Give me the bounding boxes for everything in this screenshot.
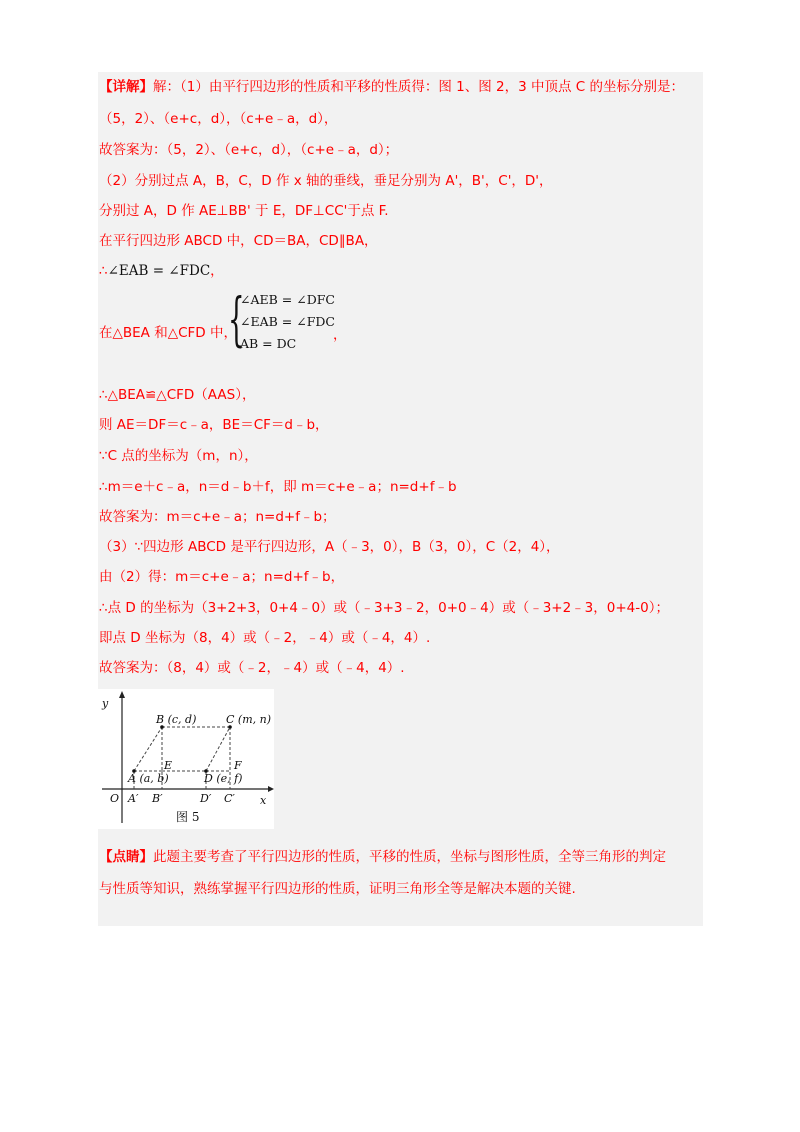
figure-caption: 图 5 [176,810,200,824]
line-13: 故答案为：m＝c+e﹣a；n=d+f﹣b； [99,509,336,525]
line-18: 故答案为：（8，4）或（﹣2，﹣4）或（﹣4，4）. [99,660,405,676]
line-15: 由（2）得：m＝c+e﹣a；n=d+f﹣b， [99,569,345,585]
line-8: 在△BEA 和△CFD 中， [99,325,237,341]
line-2: （5，2）、（e+c，d），（c+e﹣a，d）， [99,111,338,127]
y-axis-label: y [102,697,109,710]
line-17: 即点 D 坐标为（8，4）或（﹣2，﹣4）或（﹣4，4）. [99,630,431,646]
x-axis-arrow [268,786,274,792]
line-12: ∴m＝e＋c﹣a，n＝d﹣b＋f，即 m＝c+e﹣a；n=d+f﹣b [99,479,457,495]
line-8-suffix: ， [333,327,347,343]
x-axis-label: x [260,794,267,807]
equation-system [228,285,338,354]
line-16: ∴点 D 的坐标为（3+2+3，0+4﹣0）或（﹣3+3﹣2，0+0﹣4）或（﹣3+2﹣3，0+4-0）； [99,600,669,616]
label-B: B (c, d) [156,713,197,726]
label-F: F [234,759,242,772]
line-14: （3）∵四边形 ABCD 是平行四边形，A（﹣3，0），B（3，0），C（2，4）， [99,539,560,555]
line-9: ∴△BEA≌△CFD（AAS）， [99,387,256,403]
line-7: ∴∠EAB = ∠FDC， [99,263,224,279]
line-3: 故答案为：（5，2）、（e+c，d），（c+e﹣a，d）； [99,142,399,158]
label-A: A (a, b) [128,772,169,785]
line-1: 【详解】解：（1）由平行四边形的性质和平移的性质得：图 1、图 2，3 中顶点 C 的坐标分别是： [99,79,684,95]
line-19: 【点睛】此题主要考查了平行四边形的性质，平移的性质，坐标与图形性质，全等三角形的判定 [99,849,666,865]
system-row-1: ∠AEB = ∠DFC [240,292,335,307]
line-6: 在平行四边形 ABCD 中，CD＝BA，CD∥BA， [99,233,378,249]
system-row-2: ∠EAB = ∠FDC [240,314,335,329]
comment-tag: 【点睛】 [99,849,153,865]
label-A-foot: A′ [128,792,139,805]
label-E: E [164,759,173,772]
y-axis-arrow [119,691,125,698]
points [132,725,232,773]
detail-tag: 【详解】 [99,79,153,95]
line-10: 则 AE＝DF＝c﹣a，BE＝CF＝d﹣b， [99,417,329,433]
label-C-foot: C′ [224,792,235,805]
label-C: C (m, n) [226,713,272,726]
origin-label: O [110,792,120,805]
line-20: 与性质等知识，熟练掌握平行四边形的性质，证明三角形全等是解决本题的关键. [99,881,576,897]
line-5: 分别过 A，D 作 AE⊥BB' 于 E，DF⊥CC'于点 F. [99,203,389,219]
line-4: （2）分别过点 A，B，C，D 作 x 轴的垂线，垂足分别为 A'，B'，C'，D'， [99,173,553,189]
label-D-foot: D′ [200,792,212,805]
label-D: D (e, f) [204,772,243,785]
system-row-3: AB = DC [240,336,297,351]
left-brace: { [228,285,245,353]
label-B-foot: B′ [152,792,163,805]
angle-equation: ∠EAB = ∠FDC [107,263,211,279]
line-11: ∵C 点的坐标为（m，n）， [99,448,258,464]
